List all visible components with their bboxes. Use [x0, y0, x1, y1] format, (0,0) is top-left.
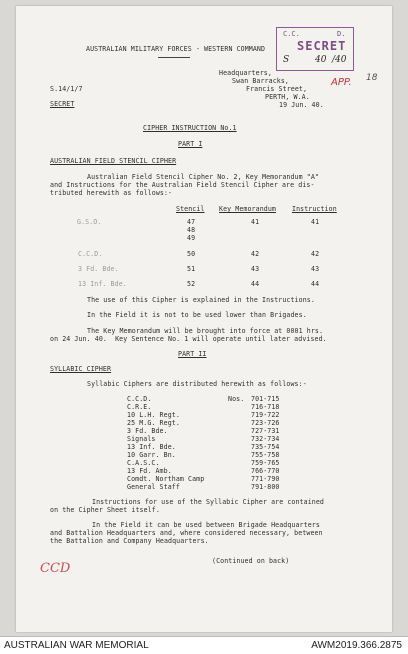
part-1-paragraph-3-line-1: The Key Memorandum will be brought into force at 0001 hrs. — [87, 327, 324, 335]
column-key-memorandum: Key Memorandum — [219, 205, 276, 213]
cipher-row-nos: 701-715 — [251, 395, 280, 403]
table-row-unit: G.S.O. — [77, 218, 102, 226]
cipher-row-nos: 719-722 — [251, 411, 280, 419]
part-2-paragraph-2-line-3: the Battalion and Company Headquarters. — [50, 537, 209, 545]
part-1-intro-line-3: tributed herewith as follows:- — [50, 189, 173, 197]
part-2-paragraph-1-line-1: Instructions for use of the Syllabic Cipher are contained — [92, 498, 324, 506]
part-2-section-title: SYLLABIC CIPHER — [50, 365, 112, 373]
cipher-row-unit: C.A.S.C. — [127, 459, 160, 467]
table-row-key: 44 — [251, 280, 260, 288]
cipher-row-unit: General Staff — [127, 483, 180, 491]
table-row-stencil: 52 — [187, 280, 196, 288]
part-2-paragraph-2-line-1: In the Field it can be used between Brigade Headquarters — [92, 521, 320, 529]
address-line-4: PERTH, W.A. — [265, 93, 310, 101]
file-reference: S.14/1/7 — [50, 85, 83, 93]
document-date: 19 Jun. 40. — [279, 101, 324, 109]
part-1-section-title: AUSTRALIAN FIELD STENCIL CIPHER — [50, 157, 177, 165]
address-line-1: Headquarters, — [219, 69, 272, 77]
table-row-stencil: 51 — [187, 265, 196, 273]
stamp-secret: SECRET — [297, 39, 347, 53]
cipher-row-unit: 13 Inf. Bde. — [127, 443, 176, 451]
part-2-heading: PART II — [178, 350, 207, 358]
table-row-key: 42 — [251, 250, 260, 258]
part-2-paragraph-2-line-2: and Battalion Headquarters and, where considered necessary, between — [50, 529, 323, 537]
stamp-handwritten-year: /40 — [332, 55, 347, 65]
cipher-row-nos: 727-731 — [251, 427, 280, 435]
cipher-row-unit: 10 L.H. Regt. — [127, 411, 180, 419]
stamp-line-1b: D. — [337, 30, 346, 38]
cipher-row-nos: 755-758 — [251, 451, 280, 459]
nos-label: Nos. — [228, 395, 245, 403]
cipher-row-unit: C.R.E. — [127, 403, 152, 411]
cipher-row-unit: 13 Fd. Amb. — [127, 467, 172, 475]
stamp-handwritten-s: S — [283, 55, 290, 65]
cipher-row-unit: 3 Fd. Bde. — [127, 427, 168, 435]
table-row-stencil: 50 — [187, 250, 196, 258]
part-1-intro-line-2: and Instructions for the Australian Field Stencil Cipher are dis- — [50, 181, 315, 189]
column-instruction: Instruction — [292, 205, 337, 213]
cipher-row-nos: 791-800 — [251, 483, 280, 491]
instruction-title: CIPHER INSTRUCTION No.1 — [143, 124, 237, 132]
table-row-key: 43 — [251, 265, 260, 273]
footer-institution: AUSTRALIAN WAR MEMORIAL — [4, 640, 149, 651]
cipher-row-nos: 759-765 — [251, 459, 280, 467]
part-1-intro-line-1: Australian Field Stencil Cipher No. 2, Key Memorandum "A" — [87, 173, 319, 181]
cipher-row-nos: 723-726 — [251, 419, 280, 427]
document-header-title: AUSTRALIAN MILITARY FORCES - WESTERN COMMAND — [86, 45, 266, 53]
table-row-instruction: 41 — [311, 218, 320, 226]
stamp-line-1: C.C. — [283, 30, 300, 38]
cipher-row-unit: Signals — [127, 435, 156, 443]
table-row-unit: 13 Inf. Bde. — [78, 280, 127, 288]
part-1-paragraph-2: In the Field it is not to be used lower than Brigades. — [87, 311, 307, 319]
cipher-row-nos: 732-734 — [251, 435, 280, 443]
cipher-row-unit: 10 Garr. Bn. — [127, 451, 176, 459]
table-row-unit: C.C.D. — [78, 250, 103, 258]
handwritten-app-number: 18 — [366, 73, 378, 83]
table-row-instruction: 44 — [311, 280, 320, 288]
cipher-row-nos: 735-754 — [251, 443, 280, 451]
archive-footer — [0, 636, 408, 654]
header-rule — [158, 57, 190, 58]
part-1-paragraph-3-line-2: on 24 Jun. 40. Key Sentence No. 1 will operate until later advised. — [50, 335, 327, 343]
handwritten-app: APP. — [331, 77, 352, 88]
cipher-row-nos: 766-770 — [251, 467, 280, 475]
table-row-key: 41 — [251, 218, 260, 226]
secret-stamp — [276, 27, 354, 71]
cipher-row-unit: C.C.D. — [127, 395, 152, 403]
table-row-unit: 3 Fd. Bde. — [78, 265, 119, 273]
table-row-instruction: 42 — [311, 250, 320, 258]
table-row-instruction: 43 — [311, 265, 320, 273]
classification: SECRET — [50, 100, 75, 108]
handwritten-ccd: CCD — [40, 561, 71, 576]
cipher-row-unit: Comdt. Northam Camp — [127, 475, 205, 483]
part-1-heading: PART I — [178, 140, 203, 148]
part-2-paragraph-1-line-2: on the Cipher Sheet itself. — [50, 506, 160, 514]
footer-accession-number: AWM2019.366.2875 — [311, 640, 402, 651]
part-1-paragraph-1: The use of this Cipher is explained in the Instructions. — [87, 296, 315, 304]
continued-note: (Continued on back) — [212, 557, 290, 565]
stamp-handwritten-40: 40 — [315, 55, 327, 65]
cipher-row-nos: 771-790 — [251, 475, 280, 483]
address-line-3: Francis Street, — [246, 85, 308, 93]
address-line-2: Swan Barracks, — [232, 77, 289, 85]
cipher-row-nos: 716-718 — [251, 403, 280, 411]
column-stencil: Stencil — [176, 205, 205, 213]
part-2-intro: Syllabic Ciphers are distributed herewith as follows:- — [87, 380, 307, 388]
table-row-stencil: 47 48 49 — [187, 218, 196, 242]
cipher-row-unit: 25 M.G. Regt. — [127, 419, 180, 427]
